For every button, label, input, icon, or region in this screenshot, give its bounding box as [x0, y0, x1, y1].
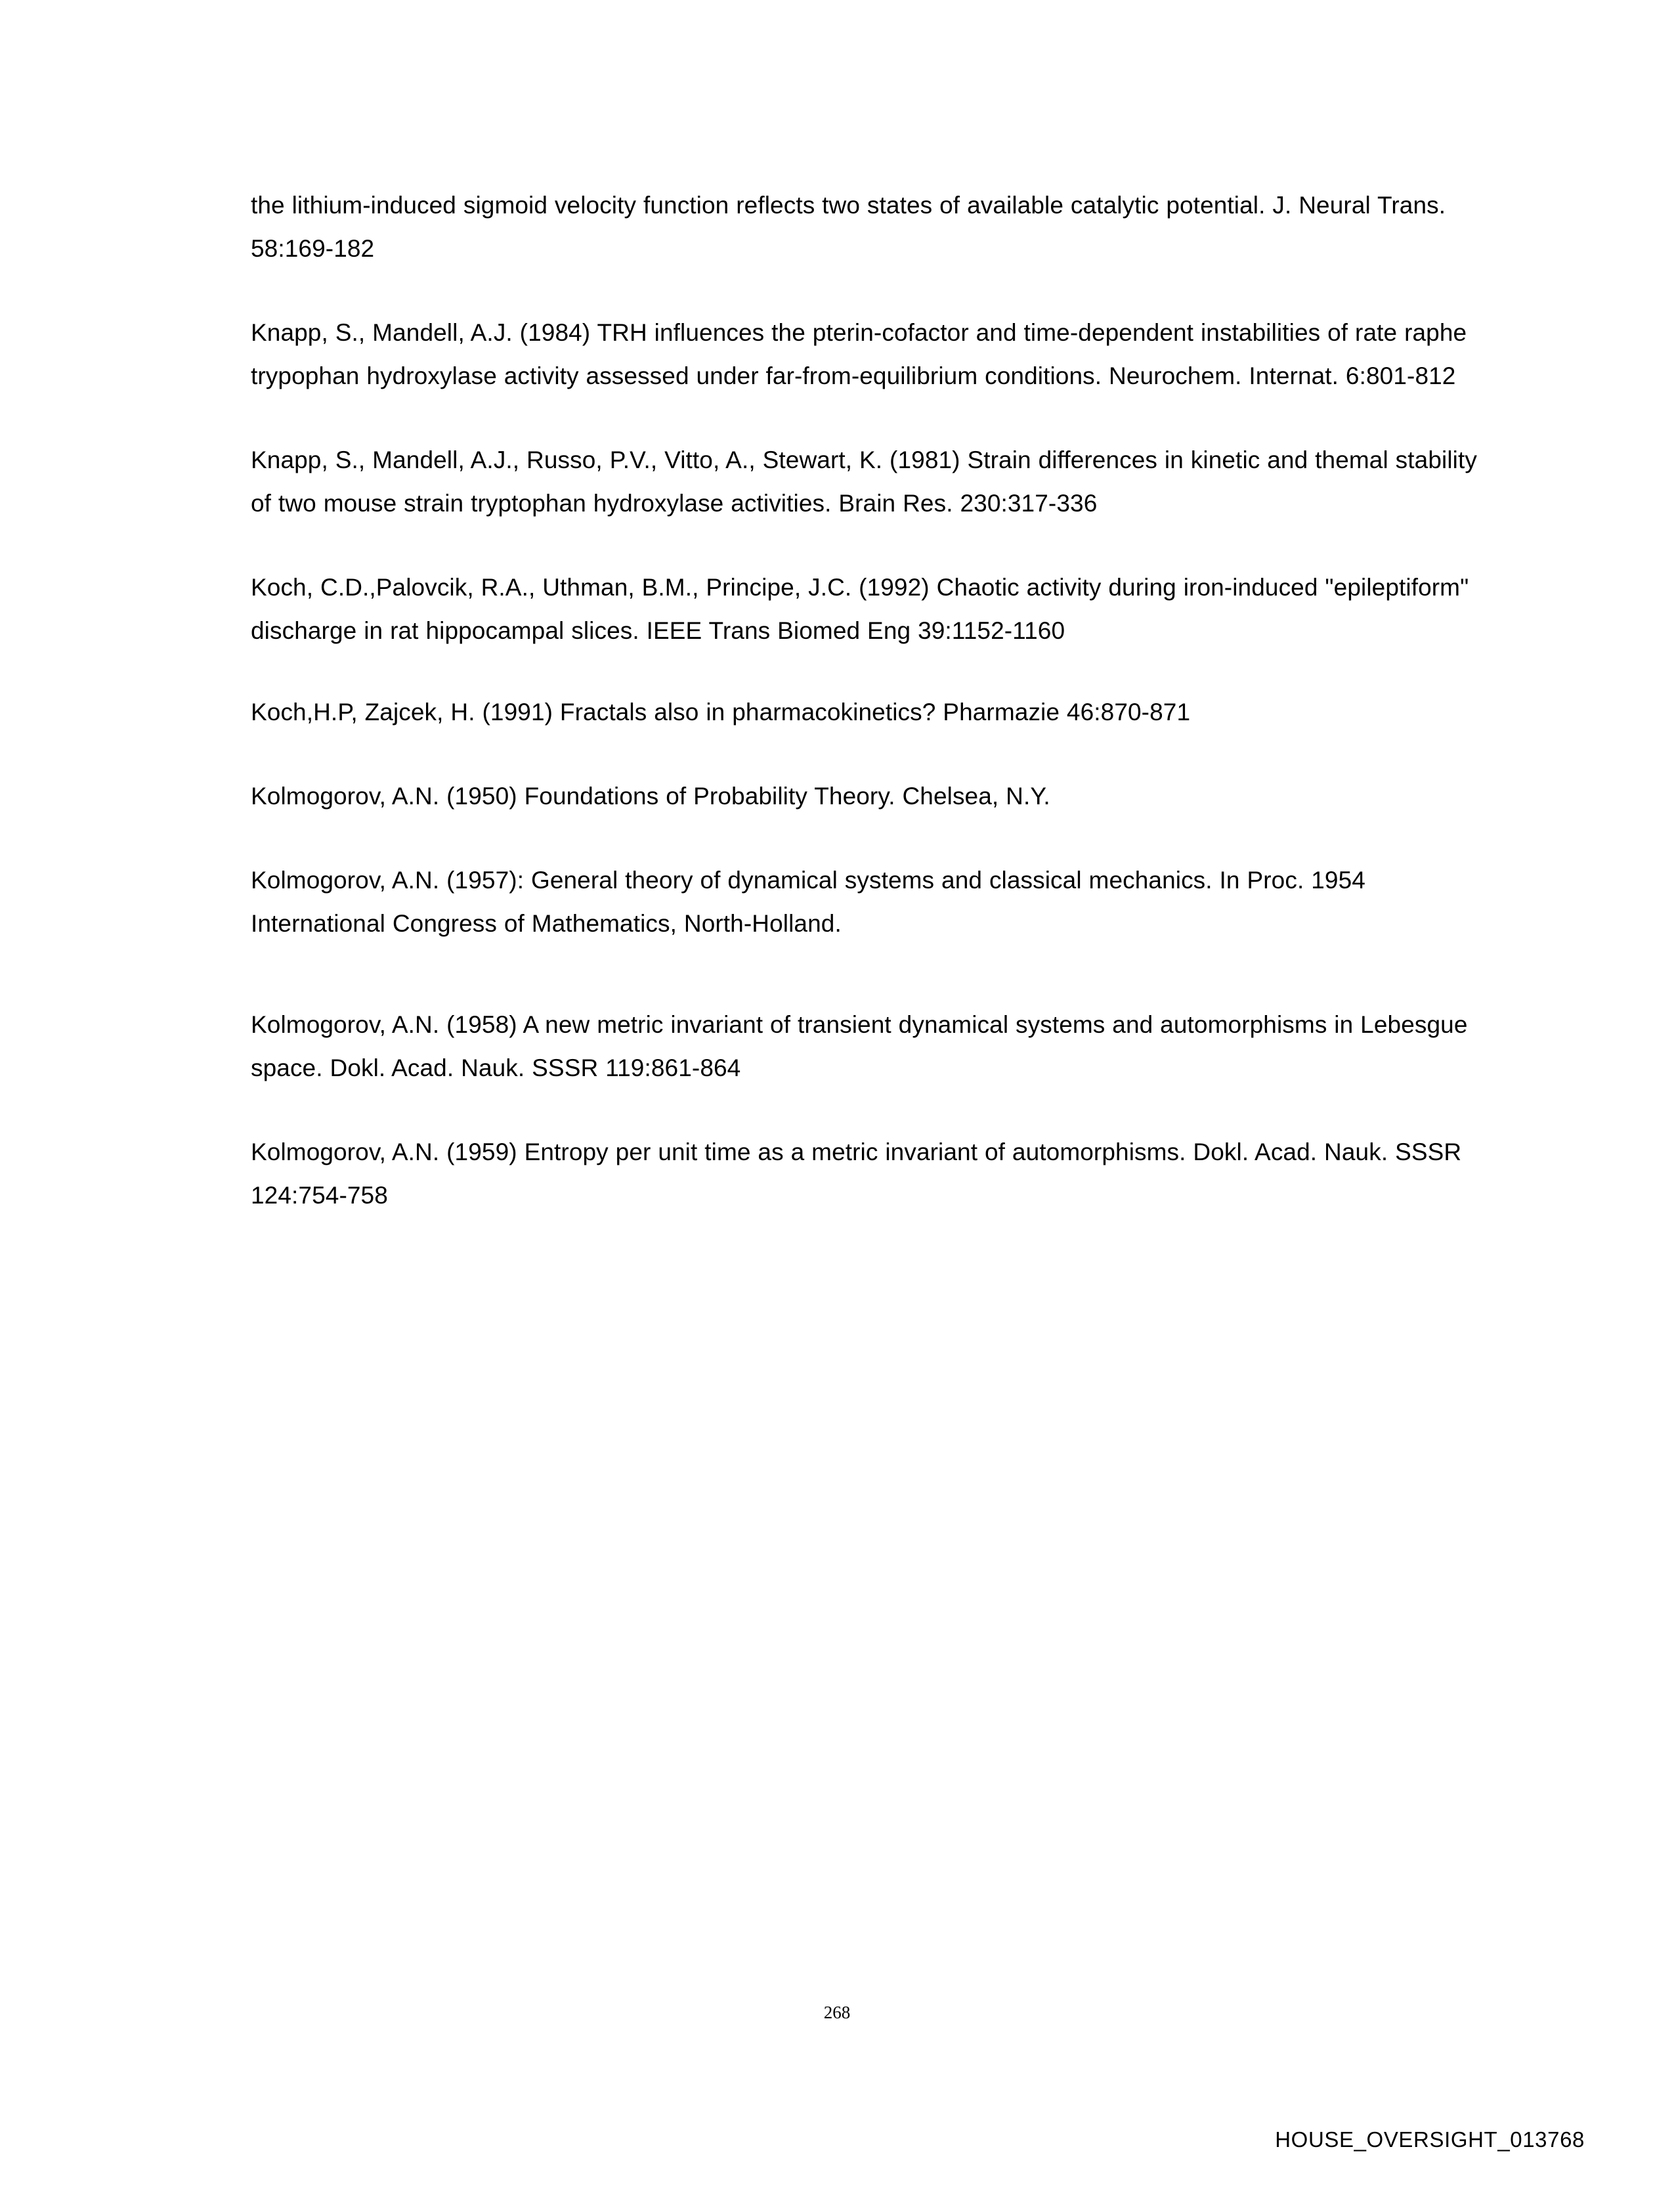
bibliography-entry: Koch, C.D.,Palovcik, R.A., Uthman, B.M., Principe, J.C. (1992) Chaotic activity during iron-induced "epileptiform" discharge in rat hippocampal slices. IEEE Trans Biomed Eng 39:1152-1160 [251, 574, 1469, 644]
bibliography-entry: Koch,H.P, Zajcek, H. (1991) Fractals also in pharmacokinetics? Pharmazie 46:870-871 [251, 699, 1191, 726]
bibliography-entry: Kolmogorov, A.N. (1959) Entropy per unit time as a metric invariant of automorphisms. Dokl. Acad. Nauk. SSSR 124:754-758 [251, 1139, 1462, 1209]
bibliography-entry: Kolmogorov, A.N. (1950) Foundations of Probability Theory. Chelsea, N.Y. [251, 783, 1050, 810]
bibliography-entry: Knapp, S., Mandell, A.J. (1984) TRH influences the pterin-cofactor and time-dependent instabilities of rate raphe trypophan hydroxylase activity assessed under far-from-equilibrium conditions. Neurochem. Internat. 6:801-812 [251, 319, 1467, 389]
bibliography-entry: the lithium-induced sigmoid velocity function reflects two states of available catalytic potential. J. Neural Trans. 58:169-182 [251, 192, 1446, 262]
page-number: 268 [823, 2003, 851, 2022]
bates-stamp: HOUSE_OVERSIGHT_013768 [1275, 2127, 1585, 2152]
bibliography-entry: Kolmogorov, A.N. (1957): General theory of dynamical systems and classical mechanics. In Proc. 1954 International Congress of Mathematics, North-Holland. [251, 867, 1365, 937]
bibliography-list [251, 184, 1478, 1258]
bibliography-entry: Knapp, S., Mandell, A.J., Russo, P.V., Vitto, A., Stewart, K. (1981) Strain differences in kinetic and themal stability of two mouse strain tryptophan hydroxylase activities. Brain Res. 230:317-336 [251, 446, 1477, 517]
bibliography-entry: Kolmogorov, A.N. (1958) A new metric invariant of transient dynamical systems and automorphisms in Lebesgue space. Dokl. Acad. Nauk. SSSR 119:861-864 [251, 1011, 1468, 1081]
